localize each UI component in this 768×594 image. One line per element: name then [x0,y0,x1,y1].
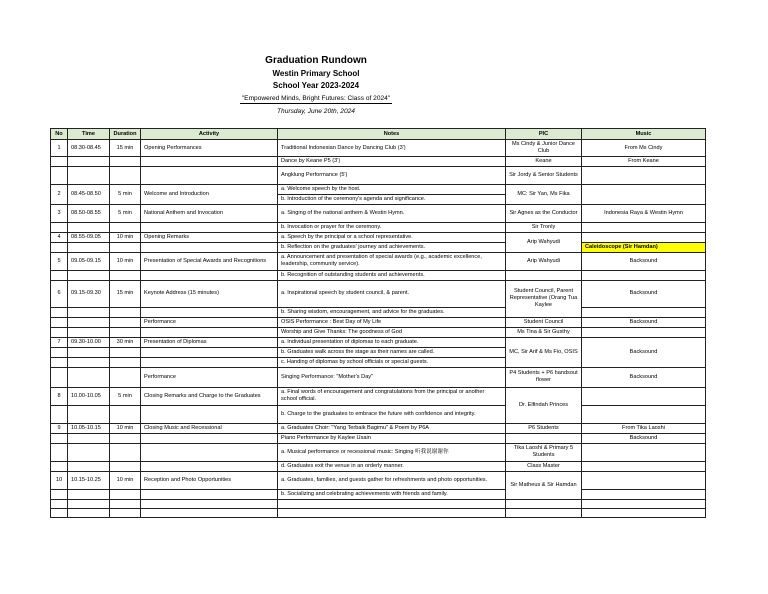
table-row [51,327,706,337]
row-notes: Angklung Performance (5') [278,166,506,184]
row-notes: a. Final words of encouragement and congratulations from the principal or another school official. [278,387,506,405]
row-music: Indonesia Raya & Westin Hymn [582,204,706,222]
table-row [51,461,706,471]
row-no: 5 [51,252,68,270]
row-music: Backsound [582,337,706,367]
col-header-no: No [51,129,68,140]
row-time: 08.50-08.55 [68,204,110,222]
row-time: 09.30-10.00 [68,337,110,347]
table-row [51,204,706,222]
row-time: 09.15-09.30 [68,280,110,307]
row-duration: 10 min [110,252,141,270]
row-no: 4 [51,232,68,242]
row-notes: OSIS Performance : Best Day of My Life [278,317,506,327]
row-music: From Ms Cindy [582,140,706,157]
row-pic: MC: Sir Yan, Ms Fika [506,184,582,204]
table-row [51,489,706,499]
row-notes: a. Graduates Choir: "Yang Terbaik Bagimu" & Poem by P6A [278,423,506,433]
table-row [51,166,706,184]
row-notes: b. Charge to the graduates to embrace the future with confidence and integrity. [278,405,506,423]
table-row [51,157,706,167]
row-duration: 15 min [110,140,141,157]
table-row [51,433,706,443]
table-row [51,471,706,489]
row-duration: 15 min [110,280,141,307]
theme-text: "Empowered Minds, Bright Futures: Class of 2024" [241,95,391,102]
rundown-table [50,128,706,518]
row-duration: 10 min [110,232,141,242]
row-pic: P6 Students [506,423,582,433]
row-notes: Dance by Keane P5 (3') [278,157,506,167]
row-activity: Presentation of Special Awards and Recognitions [141,252,278,270]
row-pic: Arip Wahyudi [506,252,582,270]
row-no: 7 [51,337,68,347]
row-time: 08.30-08.45 [68,140,110,157]
row-notes: b. Invocation or prayer for the ceremony. [278,222,506,232]
row-notes: Piano Performance by Kaylee Usain [278,433,506,443]
row-music: Backsound [582,433,706,443]
row-notes: d. Graduates exit the venue in an orderly manner. [278,461,506,471]
row-music [582,166,706,184]
table-row [51,232,706,242]
row-no: 1 [51,140,68,157]
table-row [51,317,706,327]
table-row [51,337,706,347]
row-activity: Presentation of Diplomas [141,337,278,347]
table-row [51,270,706,280]
table-row [51,140,706,157]
row-pic: Sir Agnes as the Conductor [506,204,582,222]
row-no: 8 [51,387,68,405]
document-title: Graduation Rundown [265,55,367,66]
row-music: Backsound [582,317,706,327]
row-notes: Worship and Give Thanks: The goodness of God [278,327,506,337]
row-pic: Keane [506,157,582,167]
table-row [51,280,706,307]
row-duration: 5 min [110,204,141,222]
row-notes: a. Announcement and presentation of special awards (e.g., academic excellence, leadership, community service). [278,252,506,270]
row-pic: Ms Cindy & Junior Dance Club [506,140,582,157]
row-activity: National Anthem and Invocation [141,204,278,222]
row-no: 10 [51,471,68,489]
row-notes: b. Sharing wisdom, encouragement, and advice for the graduates. [278,307,506,317]
row-pic: Ms Tina & Sir Gusthy [506,327,582,337]
col-header-music: Music [582,129,706,140]
row-notes: a. Singing of the national anthem & Westin Hymn. [278,204,506,222]
row-pic: Student Council [506,317,582,327]
row-notes: b. Socializing and celebrating achievements with friends and family. [278,489,506,499]
row-activity: Keynote Address (15 minutes) [141,280,278,307]
row-duration: 30 min [110,337,141,347]
row-music: Backsound [582,280,706,307]
row-notes: a. Individual presentation of diplomas to each graduate. [278,337,506,347]
row-notes: a. Welcome speech by the host. [278,184,506,194]
row-pic: P4 Students + P6 handsout flower [506,367,582,387]
row-notes: a. Musical performance or recessional music: Singing 听我说谢谢你 [278,443,506,461]
row-activity: Welcome and Introduction [141,184,278,204]
table-row [51,387,706,405]
row-activity: Performance [141,317,278,327]
row-activity: Opening Remarks [141,232,278,242]
row-notes: a. Inspirational speech by student council, & parent. [278,280,506,307]
row-pic: Tika Laoshi & Primary 5 Students [506,443,582,461]
col-header-duration: Duration [110,129,141,140]
row-no: 9 [51,423,68,433]
row-music: From Tika Laoshi [582,423,706,433]
row-notes: Traditional Indonesian Dance by Dancing Club (3') [278,140,506,157]
row-no: 3 [51,204,68,222]
row-pic: Student Council, Parent Representative (Orang Tua Kaylee [506,280,582,317]
row-time: 10.15-10.25 [68,471,110,489]
row-notes: b. Recognition of outstanding students and achievements. [278,270,506,280]
row-notes: a. Speech by the principal or a school representative. [278,232,506,242]
row-duration: 10 min [110,471,141,489]
row-pic: Class Master [506,461,582,471]
row-activity: Opening Performances [141,140,278,157]
school-name: Westin Primary School [272,69,360,78]
table-row [51,222,706,232]
row-activity: Closing Remarks and Charge to the Graduates [141,387,278,405]
table-row [51,443,706,461]
row-activity: Closing Music and Recessional [141,423,278,433]
row-music: Backsound [582,252,706,270]
table-row [51,242,706,252]
row-notes: b. Reflection on the graduates' journey and achievements. [278,242,506,252]
row-duration: 10 min [110,423,141,433]
row-pic: Sir Matheus & Sir Hamdan [506,471,582,499]
row-time: 10.00-10.05 [68,387,110,405]
table-row [51,367,706,387]
col-header-notes: Notes [278,129,506,140]
row-notes: c. Handing of diplomas by school officials or special guests. [278,357,506,367]
table-row [51,423,706,433]
row-pic: Sir Jordy & Senior Students [506,166,582,184]
table-row [51,307,706,317]
row-music: Backsound [582,367,706,387]
row-no: 2 [51,184,68,204]
col-header-time: Time [68,129,110,140]
row-time: 08.55-09.05 [68,232,110,242]
table-row-empty [51,508,706,517]
row-activity: Performance [141,367,278,387]
row-notes: Singing Performance: "Mother's Day" [278,367,506,387]
row-activity: Reception and Photo Opportunities [141,471,278,489]
row-no: 6 [51,280,68,307]
row-time: 10.05-10.15 [68,423,110,433]
col-header-activity: Activity [141,129,278,140]
row-notes: a. Graduates, families, and guests gather for refreshments and photo opportunities. [278,471,506,489]
row-pic: Dr. Elfindah Princes [506,387,582,423]
row-duration: 5 min [110,184,141,204]
row-music: From Keane [582,157,706,167]
col-header-pic: PIC [506,129,582,140]
row-notes: b. Graduates walk across the stage as their names are called. [278,347,506,357]
table-header-row [51,129,706,140]
row-music-highlight: Caleidoscope (Sir Hamdan) [582,242,706,252]
table-row [51,184,706,194]
row-time: 08.45-08.50 [68,184,110,204]
school-year: School Year 2023-2024 [272,81,360,90]
row-duration: 5 min [110,387,141,405]
row-pic: Arip Wahyudi [506,232,582,252]
row-pic: Sir Tronly [506,222,582,232]
row-music [582,184,706,204]
row-pic: MC, Sir Arif & Ms Fio, OSIS [506,337,582,367]
table-row [51,405,706,423]
event-date: Thursday, June 20th, 2024 [277,108,355,115]
row-time: 09.05-09.15 [68,252,110,270]
row-notes: b. Introduction of the ceremony's agenda and significance. [278,194,506,204]
theme-line [0,95,632,102]
table-row-empty [51,499,706,508]
table-row [51,252,706,270]
